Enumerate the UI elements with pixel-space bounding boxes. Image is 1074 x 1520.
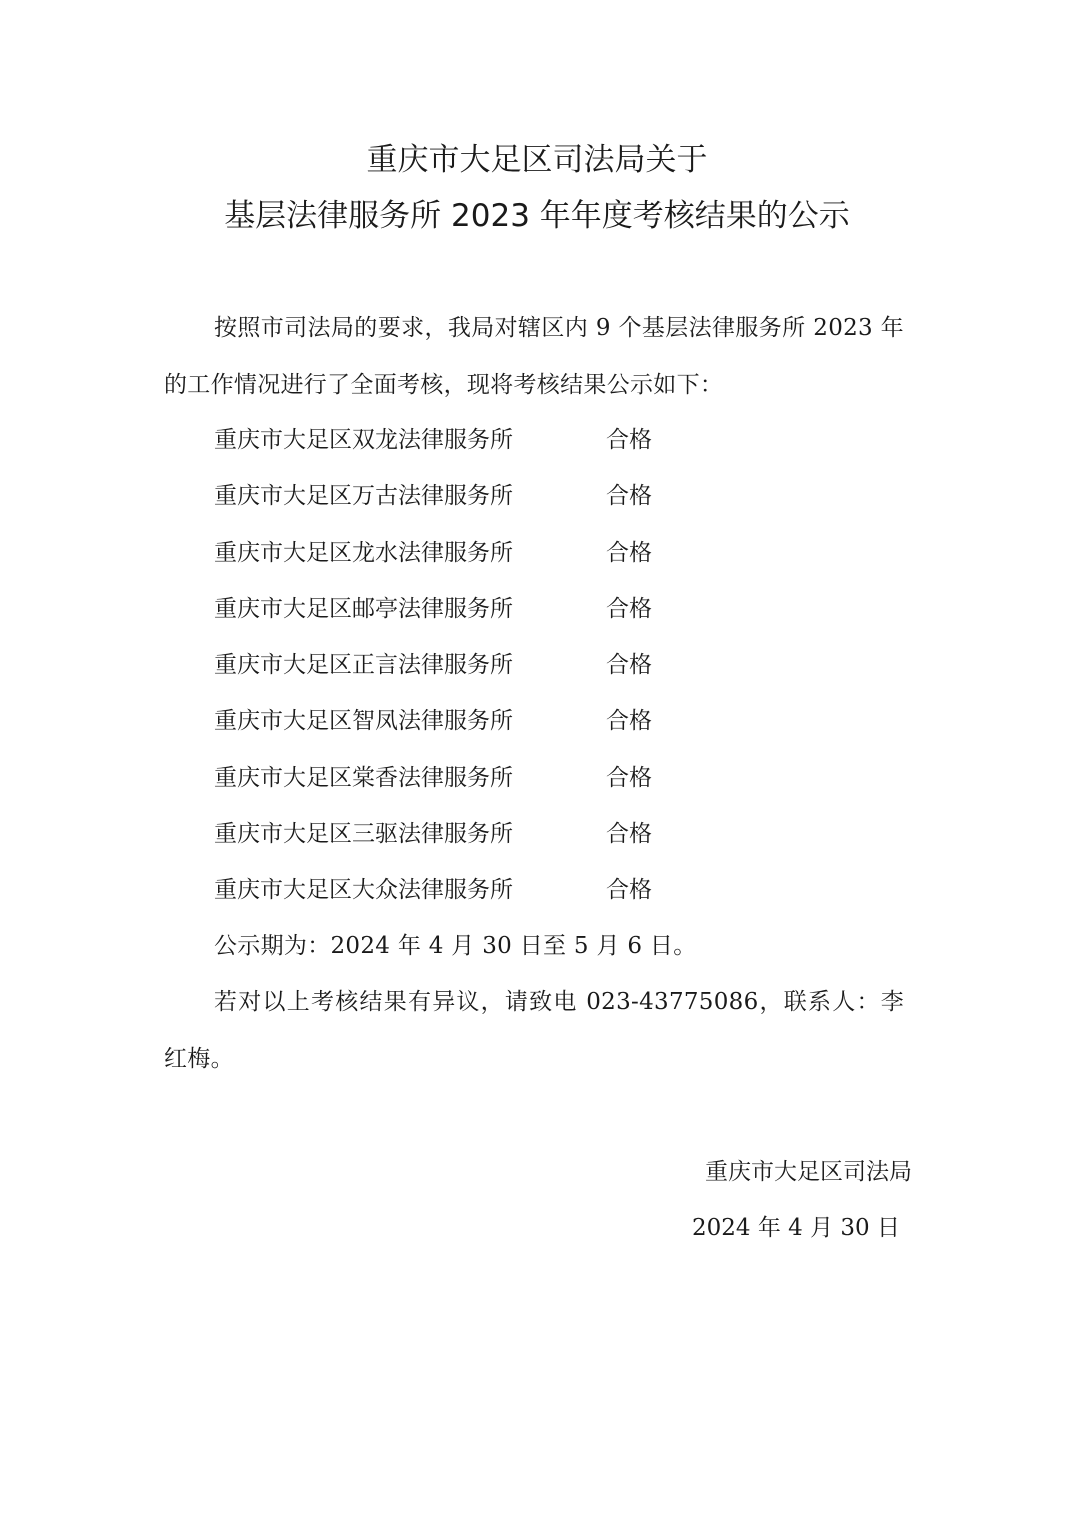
result-name: 重庆市大足区龙水法律服务所 — [214, 539, 513, 566]
document-title-line-2: 基层法律服务所 2023 年年度考核结果的公示 — [224, 198, 850, 234]
result-status: 合格 — [606, 595, 652, 622]
result-row — [214, 693, 814, 749]
result-name: 重庆市大足区万古法律服务所 — [214, 483, 513, 510]
result-status: 合格 — [606, 708, 652, 735]
result-status: 合格 — [606, 877, 652, 904]
result-status: 合格 — [606, 539, 652, 566]
result-status: 合格 — [606, 652, 652, 679]
result-name: 重庆市大足区三驱法律服务所 — [214, 821, 513, 848]
result-row — [214, 806, 814, 862]
result-name: 重庆市大足区邮亭法律服务所 — [214, 595, 513, 622]
notice-period-paragraph: 公示期为：2024 年 4 月 30 日至 5 月 6 日。 — [214, 933, 697, 959]
result-name: 重庆市大足区大众法律服务所 — [214, 877, 513, 904]
result-row — [214, 412, 814, 468]
result-row — [214, 525, 814, 581]
intro-paragraph: 按照市司法局的要求，我局对辖区内 9 个基层法律服务所 2023 年的工作情况进行了全面考核，现将考核结果公示如下： — [164, 315, 904, 398]
result-list — [214, 412, 814, 919]
result-name: 重庆市大足区智凤法律服务所 — [214, 708, 513, 735]
result-status: 合格 — [606, 427, 652, 453]
result-name: 重庆市大足区正言法律服务所 — [214, 652, 513, 679]
result-row — [214, 468, 814, 524]
signature-organization: 重庆市大足区司法局 — [705, 1159, 912, 1185]
document-title-line-1: 重庆市大足区司法局关于 — [366, 142, 708, 178]
result-status: 合格 — [606, 821, 652, 848]
result-row — [214, 862, 814, 918]
result-name: 重庆市大足区双龙法律服务所 — [214, 427, 513, 453]
result-status: 合格 — [606, 764, 652, 791]
result-row — [214, 637, 814, 693]
result-status: 合格 — [606, 483, 652, 510]
result-name: 重庆市大足区棠香法律服务所 — [214, 764, 513, 791]
signature-date: 2024 年 4 月 30 日 — [692, 1215, 900, 1241]
contact-paragraph: 若对以上考核结果有异议，请致电 023-43775086，联系人：李红梅。 — [164, 989, 904, 1072]
result-row — [214, 581, 814, 637]
result-row — [214, 750, 814, 806]
